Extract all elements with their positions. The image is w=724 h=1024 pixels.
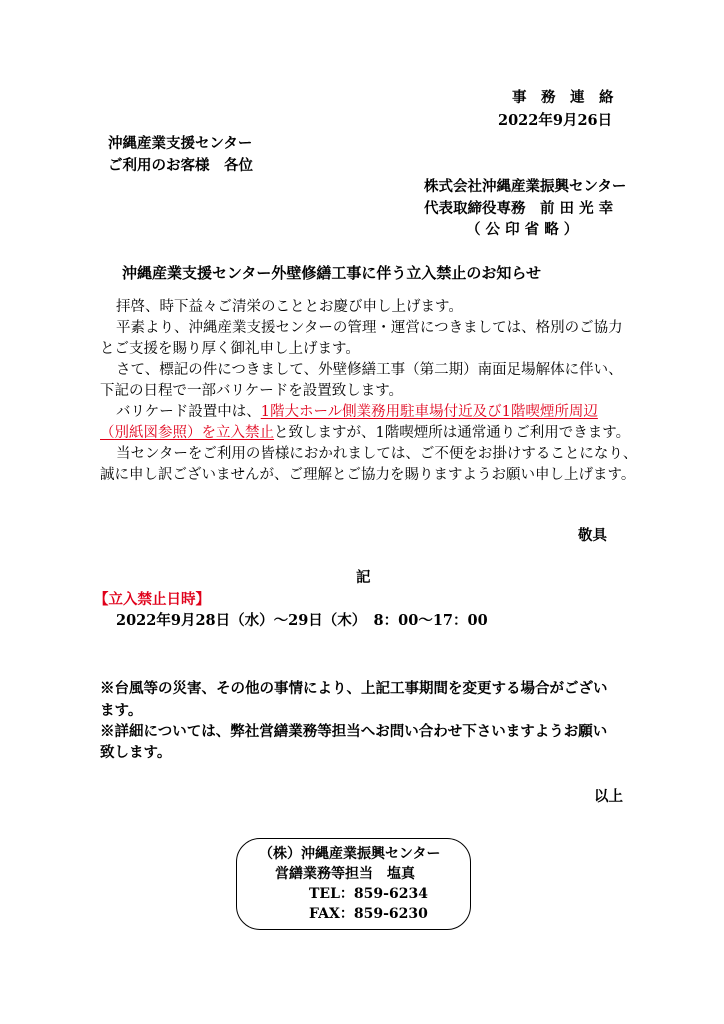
contact-fax: FAX：859-6230 <box>309 906 428 922</box>
restriction-period-label: 【立入禁止日時】 <box>94 591 210 608</box>
ki-heading: 記 <box>356 569 371 586</box>
body-text-segment: と致しますが、1階喫煙所は通常通りご利用できます。 <box>274 425 631 441</box>
body-paragraph-2-line-1: 平素より、沖縄産業支援センターの管理・運営につきましては、格別のご協力 <box>116 320 623 336</box>
contact-org: （株）沖縄産業振興センター <box>259 846 441 862</box>
restricted-area-highlight-cont: （別紙図参照）を立入禁止 <box>100 425 274 441</box>
contact-dept: 営繕業務等担当 塩真 <box>275 866 415 882</box>
sender-company: 株式会社沖縄産業振興センター <box>424 178 627 195</box>
recipient-line-2: ご利用のお客様 各位 <box>108 157 253 174</box>
body-paragraph-5-line-1: 当センターをご利用の皆様におかれましては、ご不便をお掛けすることになり、 <box>116 446 638 462</box>
body-paragraph-4-line-1 <box>100 402 640 423</box>
seal-omitted-note: （ 公 印 省 略 ） <box>466 221 579 238</box>
contact-box <box>236 838 471 930</box>
note-2-line-1: ※詳細については、弊社営繕業務等担当へお問い合わせ下さいますようお願い <box>100 723 608 740</box>
body-paragraph-5-line-2: 誠に申し訳ございませんが、ご理解とご協力を賜りますようお願い申し上げます。 <box>100 467 636 483</box>
restriction-period-value: 2022年9月28日（水）～29日（木） 8：00～17：00 <box>116 612 488 629</box>
note-2-line-2: 致します。 <box>100 744 172 761</box>
closing-ijo: 以上 <box>594 788 623 805</box>
closing-keigu: 敬具 <box>578 527 607 544</box>
contact-tel: TEL：859-6234 <box>309 886 428 902</box>
body-paragraph-1: 拝啓、時下益々ご清栄のこととお慶び申し上げます。 <box>116 299 463 315</box>
body-paragraph-3-line-2: 下記の日程で一部バリケードを設置致します。 <box>100 383 404 399</box>
doc-type-label: 事 務 連 絡 <box>512 89 614 106</box>
body-text-segment: バリケード設置中は、 <box>116 404 261 420</box>
note-1-line-1: ※台風等の災害、その他の事情により、上記工事期間を変更する場合がござい <box>100 680 608 697</box>
issue-date: 2022年9月26日 <box>498 112 613 129</box>
page-title: 沖縄産業支援センター外壁修繕工事に伴う立入禁止のお知らせ <box>122 264 541 282</box>
body-paragraph-4-line-2 <box>100 423 640 444</box>
sender-representative: 代表取締役専務 前 田 光 幸 <box>424 200 614 217</box>
restricted-area-highlight: 1階大ホール側業務用駐車場付近及び1階喫煙所周辺 <box>260 404 598 420</box>
note-1-line-2: ます。 <box>100 702 143 719</box>
body-paragraph-2-line-2: とご支援を賜り厚く御礼申し上げます。 <box>100 341 360 357</box>
body-paragraph-3-line-1: さて、標記の件につきまして、外壁修繕工事（第二期）南面足場解体に伴い、 <box>116 362 623 378</box>
body-text <box>100 297 640 486</box>
recipient-line-1: 沖縄産業支援センター <box>108 135 253 152</box>
